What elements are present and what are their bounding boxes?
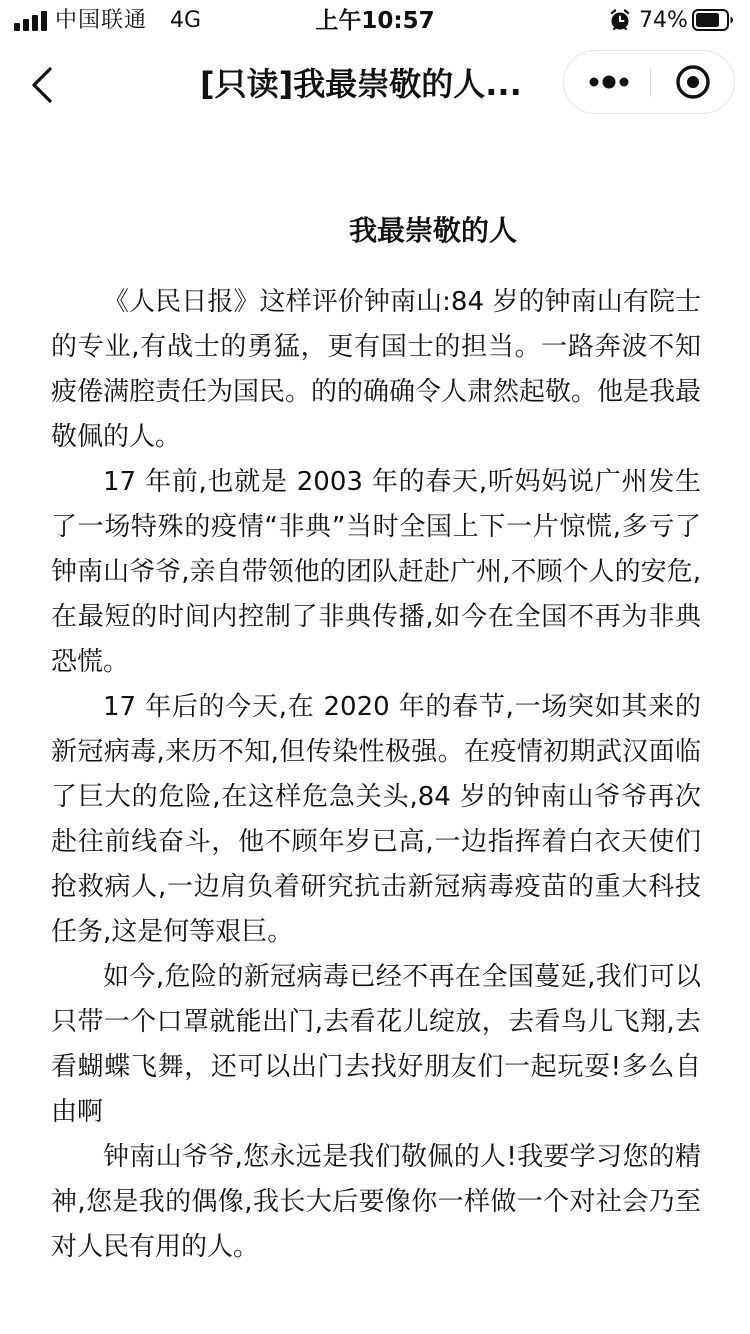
nav-bar <box>0 42 750 128</box>
network-type: 4G <box>170 8 202 33</box>
alarm-icon <box>608 8 632 32</box>
article-body <box>51 280 701 1270</box>
nav-title: [只读]我最崇敬的人... <box>200 65 522 103</box>
status-bar <box>0 0 750 42</box>
article-paragraph: 17 年后的今天,在 2020 年的春节,一场突如其来的新冠病毒,来历不知,但传染性极强。在疫情初期武汉面临了巨大的危险,在这样危急关头,84 岁的钟南山爷爷再次赴往前线奋斗，他不顾年岁已高,一边指挥着白衣天使们抢救病人,一边肩负着研究抗击新冠病毒疫苗的重大科技任务,这是何等艰巨。 <box>51 692 701 947</box>
more-dots-icon <box>564 51 650 113</box>
article-paragraph: 如今,危险的新冠病毒已经不再在全国蔓延,我们可以只带一个口罩就能出门,去看花儿绽放，去看鸟儿飞翔,去看蝴蝶飞舞，还可以出门去找好朋友们一起玩耍!多么自由啊 <box>51 962 701 1127</box>
battery-icon <box>692 9 734 31</box>
battery-percent: 74% <box>639 8 688 33</box>
back-arrow-icon <box>24 62 64 108</box>
target-close-icon <box>651 51 735 113</box>
status-time: 上午10:57 <box>315 8 435 34</box>
capsule-menu <box>563 50 735 114</box>
article-paragraph: 钟南山爷爷,您永远是我们敬佩的人!我要学习您的精神,您是我的偶像,我长大后要像你一样做一个对社会乃至对人民有用的人。 <box>51 1142 701 1262</box>
more-button[interactable] <box>564 51 650 113</box>
article-title: 我最崇敬的人 <box>348 214 517 247</box>
article-paragraph: 17 年前,也就是 2003 年的春天,听妈妈说广州发生了一场特殊的疫情“非典”当时全国上下一片惊慌,多亏了钟南山爷爷,亲自带领他的团队赶赴广州,不顾个人的安危,在最短的时间内控制了非典传播,如今在全国不再为非典恐慌。 <box>51 467 701 677</box>
back-button[interactable] <box>24 62 64 108</box>
close-button[interactable] <box>651 51 735 113</box>
carrier-name: 中国联通 <box>55 8 148 33</box>
article-paragraph: 《人民日报》这样评价钟南山:84 岁的钟南山有院士的专业,有战士的勇猛，更有国士的担当。一路奔波不知疲倦满腔责任为国民。的的确确令人肃然起敬。他是我最敬佩的人。 <box>51 287 702 452</box>
